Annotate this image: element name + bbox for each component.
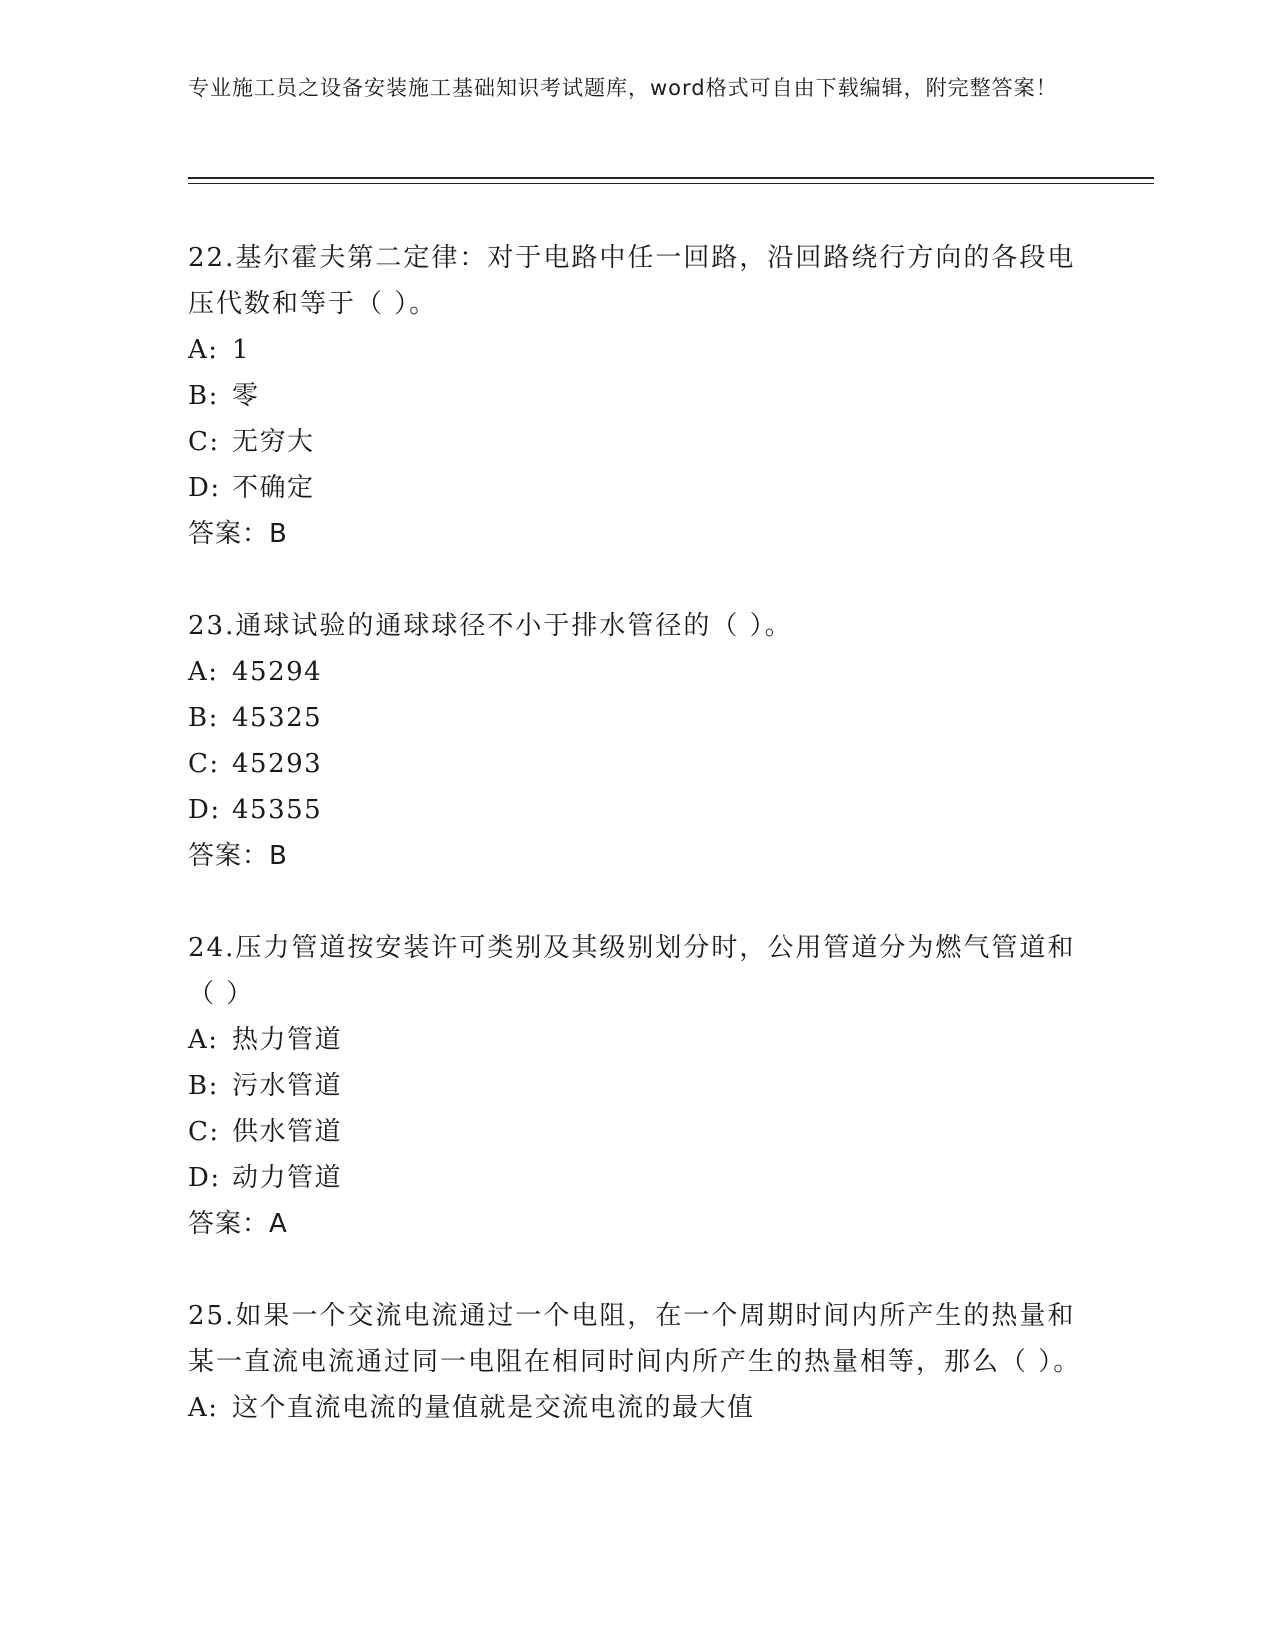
header-divider-thin <box>188 183 1154 184</box>
option-b <box>188 373 1088 419</box>
option-a <box>188 649 1088 695</box>
option-text: 1 <box>232 335 251 365</box>
header-divider-thick <box>188 177 1154 179</box>
option-c <box>188 741 1088 787</box>
option-text: 无穷大 <box>232 427 315 457</box>
option-text: 污水管道 <box>232 1071 343 1101</box>
option-text: 45293 <box>232 749 323 779</box>
option-d <box>188 465 1088 511</box>
document-header-title: 专业施工员之设备安装施工基础知识考试题库，word格式可自由下载编辑，附完整答案！ <box>188 76 1058 100</box>
option-text: 动力管道 <box>232 1163 343 1193</box>
option-label: B: <box>188 703 219 733</box>
answer-line: 答案：B <box>188 841 288 871</box>
option-d <box>188 787 1088 833</box>
question-stem: 25.如果一个交流电流通过一个电阻，在一个周期时间内所产生的热量和某一直流电流通过同一电阻在相同时间内所产生的热量相等，那么（ ）。 <box>188 1301 1082 1377</box>
option-label: D: <box>188 1163 221 1193</box>
question-stem: 24.压力管道按安装许可类别及其级别划分时，公用管道分为燃气管道和（ ） <box>188 933 1076 1009</box>
option-label: B: <box>188 381 219 411</box>
option-a <box>188 327 1088 373</box>
question-24 <box>188 925 1088 1247</box>
answer-line: 答案：A <box>188 1209 288 1239</box>
option-text: 45294 <box>232 657 323 687</box>
option-text: 热力管道 <box>232 1025 343 1055</box>
option-label: A: <box>188 657 219 687</box>
option-label: D: <box>188 795 221 825</box>
option-text: 供水管道 <box>232 1117 343 1147</box>
question-25 <box>188 1293 1088 1431</box>
question-22 <box>188 235 1088 557</box>
option-label: A: <box>188 1393 219 1423</box>
option-text: 这个直流电流的量值就是交流电流的最大值 <box>232 1393 755 1423</box>
option-c <box>188 419 1088 465</box>
option-text: 零 <box>232 381 260 411</box>
option-c <box>188 1109 1088 1155</box>
option-label: B: <box>188 1071 219 1101</box>
question-stem: 22.基尔霍夫第二定律：对于电路中任一回路，沿回路绕行方向的各段电压代数和等于（ ）。 <box>188 243 1076 319</box>
option-b <box>188 1063 1088 1109</box>
option-label: C: <box>188 1117 220 1147</box>
option-label: C: <box>188 749 220 779</box>
option-label: A: <box>188 335 219 365</box>
question-23 <box>188 603 1088 879</box>
option-a <box>188 1017 1088 1063</box>
question-stem: 23.通球试验的通球球径不小于排水管径的（ ）。 <box>188 611 793 641</box>
option-text: 45355 <box>232 795 323 825</box>
option-label: C: <box>188 427 220 457</box>
option-label: D: <box>188 473 221 503</box>
option-b <box>188 695 1088 741</box>
option-text: 不确定 <box>232 473 315 503</box>
answer-line: 答案：B <box>188 519 288 549</box>
option-text: 45325 <box>232 703 323 733</box>
option-label: A: <box>188 1025 219 1055</box>
option-d <box>188 1155 1088 1201</box>
option-a <box>188 1385 1088 1431</box>
